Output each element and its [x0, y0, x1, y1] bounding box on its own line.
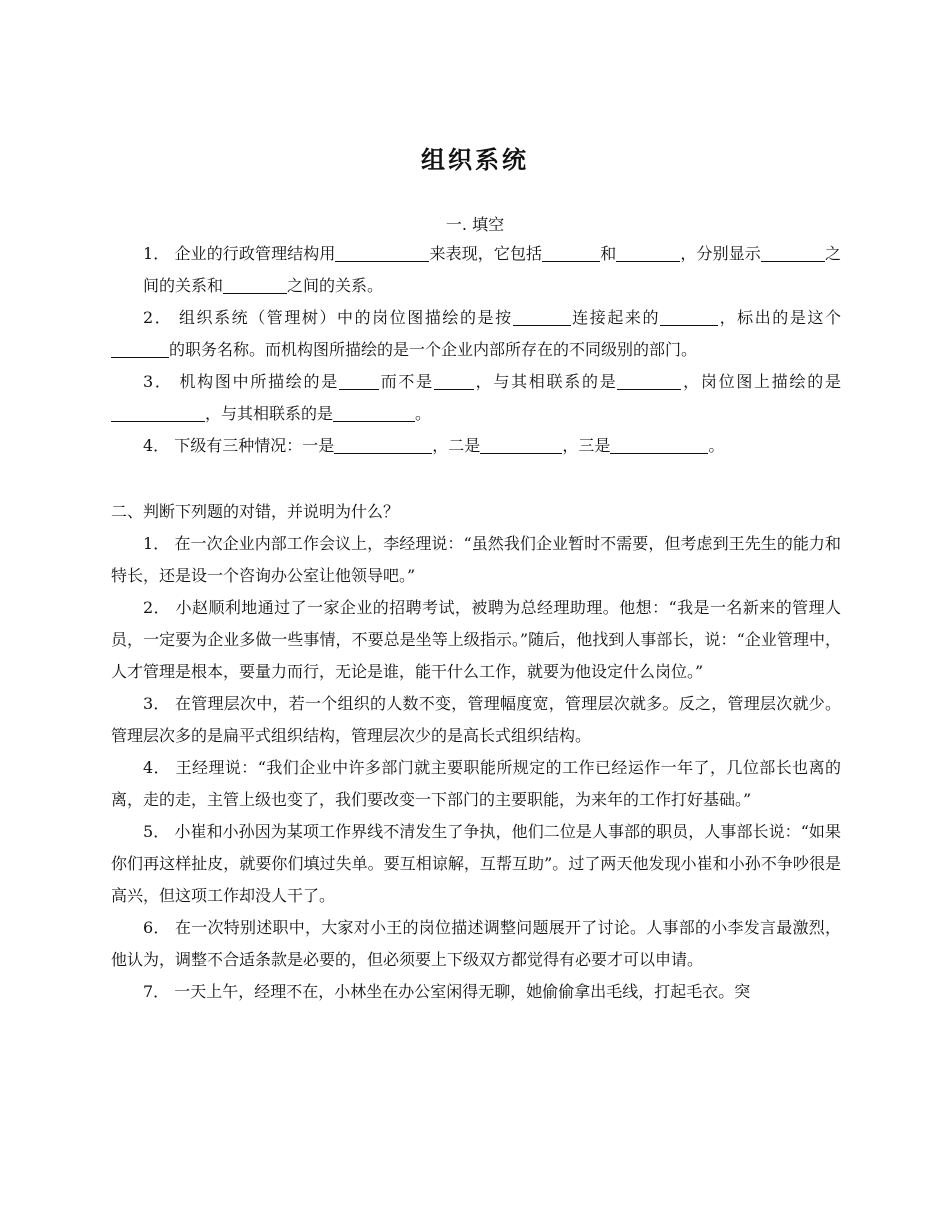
answer-blank[interactable]	[610, 435, 708, 454]
answer-blank[interactable]	[111, 339, 169, 358]
judge-question-7: 7． 一天上午，经理不在，小林坐在办公室闲得无聊，她偷偷拿出毛线，打起毛衣。突	[143, 982, 751, 1001]
fill-question-4: 4． 下级有三种情况：一是 ，二是 ，三是 。	[143, 436, 725, 455]
answer-blank[interactable]	[542, 243, 600, 262]
answer-blank[interactable]	[335, 243, 429, 262]
judge-question-3: 3． 在管理层次中，若一个组织的人数不变，管理幅度宽，管理层次就多。反之，管理层次就少。管理层次多的是扁平式组织结构，管理层次少的是高长式组织结构。	[111, 694, 841, 745]
answer-blank[interactable]	[660, 307, 718, 326]
answer-blank[interactable]	[480, 435, 562, 454]
page-title: 组织系统	[421, 146, 529, 174]
answer-blank[interactable]	[111, 403, 205, 422]
answer-blank[interactable]	[761, 243, 825, 262]
fill-in-section	[111, 238, 841, 462]
judge-question-5: 5． 小崔和小孙因为某项工作界线不清发生了争执，他们二位是人事部的职员，人事部长说：“如果你们再这样扯皮，就要你们填过失单。要互相谅解，互帮互助”。过了两天他发现小崔和小孙不争吵很是高兴，但这项工作却没人干了。	[111, 822, 841, 905]
fill-question-3: 3． 机构图中所描绘的是 而不是 ，与其相联系的是 ，岗位图上描绘的是，与其相联系的是 。	[111, 366, 841, 430]
true-false-section	[111, 496, 841, 1008]
section-heading-fill-in: 一. 填空	[445, 215, 505, 234]
judge-question-6: 6． 在一次特别述职中，大家对小王的岗位描述调整问题展开了讨论。人事部的小李发言最激烈，他认为，调整不合适条款是必要的，但必须要上下级双方都觉得有必要才可以申请。	[111, 918, 841, 969]
answer-blank[interactable]	[616, 243, 680, 262]
judge-question-2: 2． 小赵顺利地通过了一家企业的招聘考试，被聘为总经理助理。他想：“我是一名新来的管理人员，一定要为企业多做一些事情，不要总是坐等上级指示。”随后，他找到人事部长，说：“企业管理中，人才管理是根本，要量力而行，无论是谁，能干什么工作，就要为他设定什么岗位。”	[111, 598, 841, 681]
answer-blank[interactable]	[339, 371, 379, 390]
fill-question-2: 2． 组织系统（管理树）中的岗位图描绘的是按 连接起来的 ，标出的是这个的职务名称。而机构图所描绘的是一个企业内部所存在的不同级别的部门。	[111, 302, 841, 366]
judge-question-1: 1． 在一次企业内部工作会议上，李经理说：“虽然我们企业暂时不需要，但考虑到王先生的能力和特长，还是设一个咨询办公室让他领导吧。”	[111, 534, 841, 585]
judge-question-4: 4． 王经理说：“我们企业中许多部门就主要职能所规定的工作已经运作一年了，几位部长也离的离，走的走，主管上级也变了，我们要改变一下部门的主要职能，为来年的工作打好基础。”	[111, 758, 841, 809]
answer-blank[interactable]	[333, 403, 415, 422]
answer-blank[interactable]	[223, 275, 287, 294]
answer-blank[interactable]	[617, 371, 681, 390]
fill-question-1: 1． 企业的行政管理结构用 来表现，它包括 和 ，分别显示 之间的关系和 之间的关系。	[143, 244, 841, 295]
answer-blank[interactable]	[434, 371, 474, 390]
section-heading-true-false: 二、判断下列题的对错，并说明为什么？	[111, 502, 400, 521]
answer-blank[interactable]	[513, 307, 571, 326]
answer-blank[interactable]	[334, 435, 432, 454]
